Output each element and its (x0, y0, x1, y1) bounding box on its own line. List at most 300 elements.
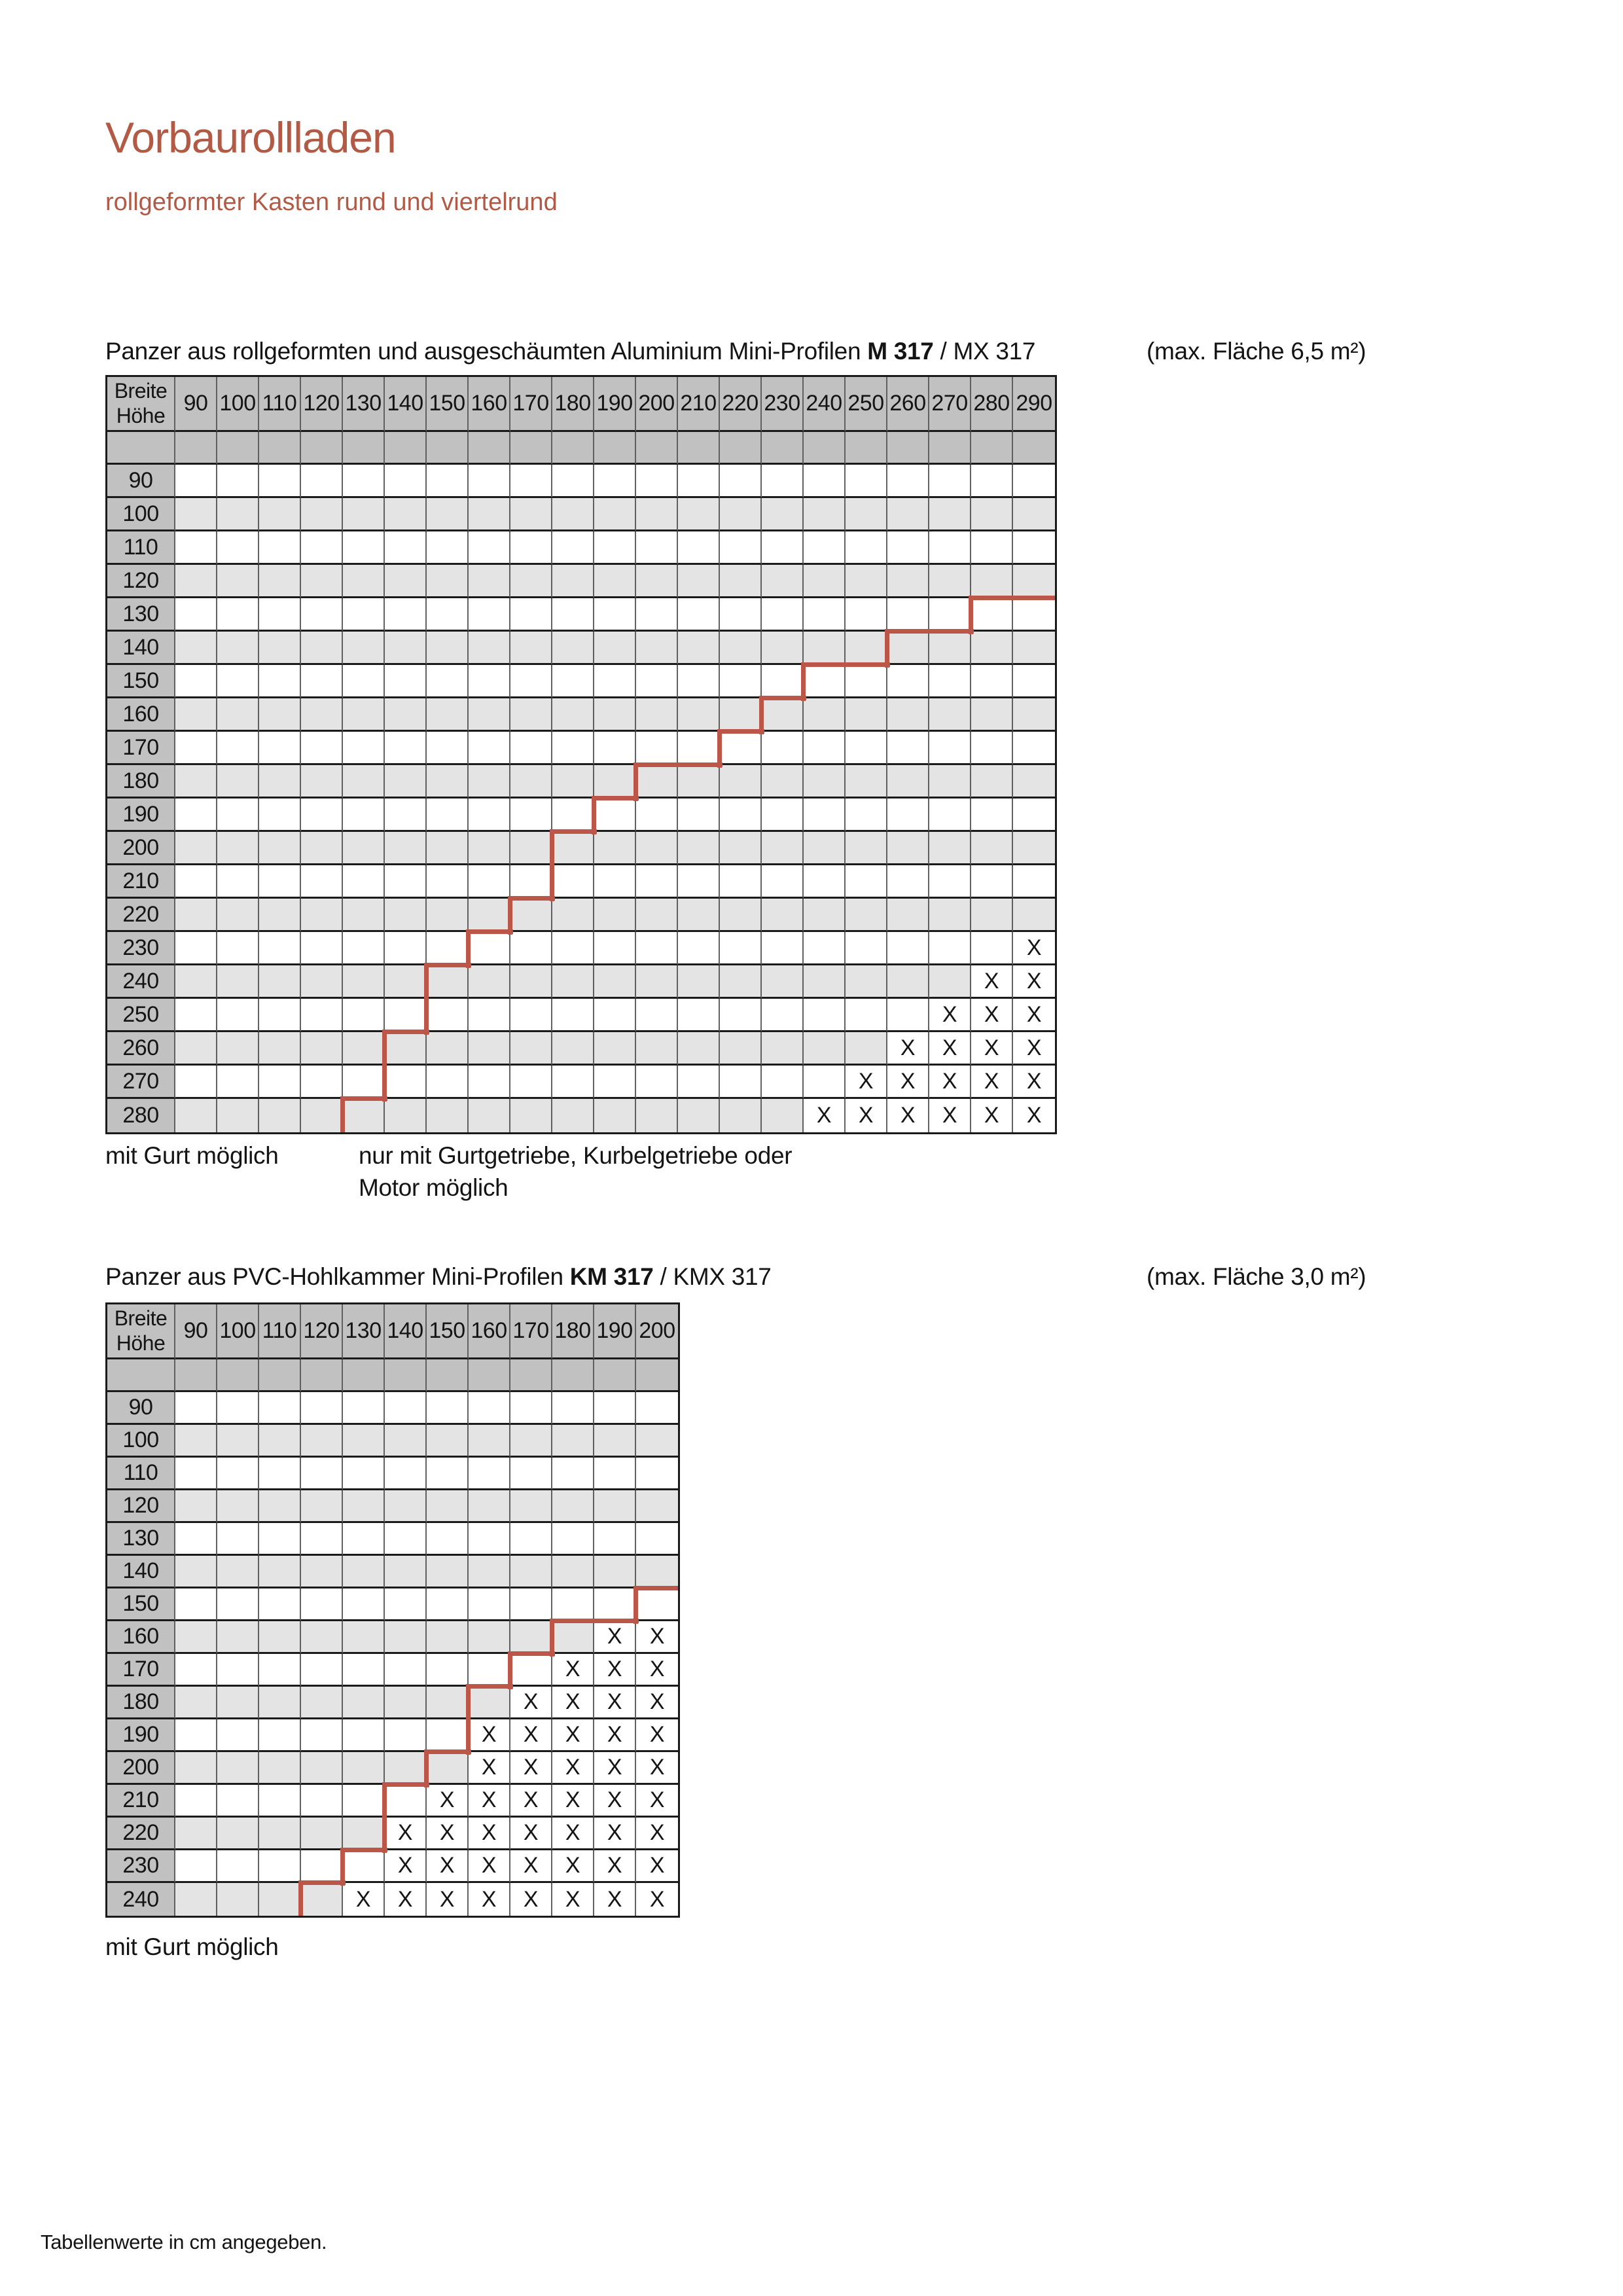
spacer-cell (804, 432, 846, 465)
table-cell (385, 1425, 427, 1458)
table-cell (427, 999, 469, 1032)
table-cell (259, 798, 301, 832)
table-cell (343, 465, 385, 498)
table-cell (217, 865, 259, 899)
table-cell (217, 932, 259, 965)
table-cell (175, 798, 217, 832)
table-cell (594, 632, 636, 665)
table-cell (259, 1752, 301, 1785)
column-header-cell: 250 (846, 377, 887, 432)
x-mark-cell: X (846, 1066, 887, 1099)
table-cell (552, 698, 594, 732)
column-header-cell: 200 (636, 377, 678, 432)
column-header-cell: 140 (385, 377, 427, 432)
table-cell (469, 798, 510, 832)
table-cell (846, 899, 887, 932)
x-mark-cell: X (552, 1883, 594, 1916)
table-cell (971, 632, 1013, 665)
table-cell (1013, 498, 1055, 531)
column-header-cell: 210 (678, 377, 720, 432)
table-cell (804, 465, 846, 498)
table-cell (259, 1785, 301, 1818)
table-cell (217, 1752, 259, 1785)
table-cell (846, 999, 887, 1032)
table-cell (929, 465, 971, 498)
table-cell (510, 899, 552, 932)
table-cell (175, 1621, 217, 1654)
table-cell (385, 832, 427, 865)
table-cell (636, 732, 678, 765)
table-cell (175, 1458, 217, 1490)
column-header-cell: 100 (217, 377, 259, 432)
spacer-cell (385, 432, 427, 465)
spacer-cell (175, 1359, 217, 1392)
table-cell (552, 565, 594, 598)
spacer-cell (301, 432, 343, 465)
table-cell (385, 465, 427, 498)
table-cell (301, 1654, 343, 1687)
table-cell (594, 498, 636, 531)
table-cell (971, 465, 1013, 498)
table-cell (971, 765, 1013, 798)
table-cell (1013, 899, 1055, 932)
x-mark-cell: X (636, 1719, 678, 1752)
table-cell (510, 1392, 552, 1425)
table-cell (469, 1588, 510, 1621)
table-cell (301, 1523, 343, 1556)
table-cell (594, 1556, 636, 1588)
row-header-cell: 190 (107, 798, 175, 832)
table-cell (427, 498, 469, 531)
table-cell (385, 1490, 427, 1523)
table-cell (846, 598, 887, 632)
table-cell (343, 1752, 385, 1785)
table-cell (259, 565, 301, 598)
table-cell (343, 498, 385, 531)
table-cell (552, 1523, 594, 1556)
table-cell (804, 698, 846, 732)
table-cell (469, 765, 510, 798)
table-cell (469, 732, 510, 765)
table-cell (636, 1032, 678, 1066)
spacer-cell (846, 432, 887, 465)
table-cell (929, 598, 971, 632)
table-cell (469, 832, 510, 865)
x-mark-cell: X (971, 965, 1013, 999)
table-cell (720, 798, 762, 832)
spacer-cell (107, 432, 175, 465)
spacer-cell (678, 432, 720, 465)
table-cell (762, 465, 804, 498)
table-cell (217, 1490, 259, 1523)
table-cell (887, 465, 929, 498)
column-header-cell: 130 (343, 377, 385, 432)
table-cell (636, 698, 678, 732)
table-cell (175, 1719, 217, 1752)
table-cell (594, 565, 636, 598)
row-header-cell: 150 (107, 665, 175, 698)
table-cell (1013, 531, 1055, 565)
table-cell (427, 1752, 469, 1785)
table-cell (427, 832, 469, 865)
table-cell (929, 965, 971, 999)
table-cell (720, 1099, 762, 1132)
legend-with-belt-2: mit Gurt möglich (105, 1933, 279, 1960)
table-cell (427, 465, 469, 498)
table-2-model-suffix: / KMX 317 (653, 1263, 772, 1290)
table-cell (594, 698, 636, 732)
table-cell (343, 632, 385, 665)
spacer-cell (301, 1359, 343, 1392)
table-cell (720, 1066, 762, 1099)
column-header-cell: 160 (469, 1304, 510, 1359)
table-cell (427, 965, 469, 999)
table-cell (887, 665, 929, 698)
table-cell (678, 498, 720, 531)
table-cell (343, 698, 385, 732)
table-cell (762, 565, 804, 598)
table-cell (343, 1556, 385, 1588)
table-cell (552, 899, 594, 932)
table-cell (678, 865, 720, 899)
table-cell (929, 531, 971, 565)
table-cell (552, 632, 594, 665)
table-cell (887, 565, 929, 598)
table-cell (175, 965, 217, 999)
x-mark-cell: X (469, 1752, 510, 1785)
table-cell (636, 465, 678, 498)
table-cell (720, 899, 762, 932)
row-header-cell: 280 (107, 1099, 175, 1132)
table-cell (720, 999, 762, 1032)
table-cell (887, 598, 929, 632)
table-cell (846, 965, 887, 999)
x-mark-cell: X (510, 1752, 552, 1785)
column-header-cell: 90 (175, 1304, 217, 1359)
table-cell (929, 932, 971, 965)
table-cell (175, 899, 217, 932)
x-mark-cell: X (343, 1883, 385, 1916)
row-header-cell: 250 (107, 999, 175, 1032)
x-mark-cell: X (510, 1818, 552, 1850)
table-cell (636, 498, 678, 531)
row-header-cell: 120 (107, 565, 175, 598)
table-cell (804, 665, 846, 698)
table-cell (427, 1392, 469, 1425)
x-mark-cell: X (804, 1099, 846, 1132)
table-cell (636, 1425, 678, 1458)
table-cell (804, 632, 846, 665)
table-cell (343, 531, 385, 565)
table-cell (217, 899, 259, 932)
table-cell (469, 1687, 510, 1719)
table-cell (762, 899, 804, 932)
x-mark-cell: X (887, 1066, 929, 1099)
row-header-cell: 230 (107, 932, 175, 965)
x-mark-cell: X (510, 1719, 552, 1752)
row-header-cell: 150 (107, 1588, 175, 1621)
column-header-cell: 90 (175, 377, 217, 432)
table-cell (762, 832, 804, 865)
table-cell (385, 1719, 427, 1752)
table-cell (594, 732, 636, 765)
table-cell (1013, 465, 1055, 498)
table-cell (217, 698, 259, 732)
table-cell (636, 865, 678, 899)
legend-with-belt: mit Gurt möglich (105, 1142, 279, 1169)
x-mark-cell: X (594, 1785, 636, 1818)
legend-restricted-line-1: nur mit Gurtgetriebe, Kurbelgetriebe oder (359, 1142, 793, 1169)
spacer-cell (887, 432, 929, 465)
row-header-cell: 100 (107, 498, 175, 531)
table-cell (385, 1032, 427, 1066)
table-cell (846, 698, 887, 732)
row-header-cell: 220 (107, 1818, 175, 1850)
table-cell (175, 698, 217, 732)
table-cell (720, 632, 762, 665)
x-mark-cell: X (594, 1818, 636, 1850)
table-cell (636, 632, 678, 665)
table-cell (259, 1032, 301, 1066)
table-cell (510, 965, 552, 999)
table-cell (217, 1425, 259, 1458)
table-cell (971, 698, 1013, 732)
table-cell (385, 932, 427, 965)
table-cell (469, 1458, 510, 1490)
table-cell (301, 598, 343, 632)
table-cell (175, 565, 217, 598)
table-cell (259, 1883, 301, 1916)
table-cell (971, 798, 1013, 832)
x-mark-cell: X (552, 1687, 594, 1719)
table-cell (175, 999, 217, 1032)
table-cell (301, 1818, 343, 1850)
column-header-cell: 150 (427, 1304, 469, 1359)
x-mark-cell: X (594, 1883, 636, 1916)
limit-line-segment (759, 696, 806, 700)
table-cell (552, 465, 594, 498)
table-cell (469, 498, 510, 531)
legend-restricted (359, 1139, 792, 1204)
table-cell (510, 1588, 552, 1621)
column-header-cell: 160 (469, 377, 510, 432)
table-cell (427, 932, 469, 965)
table-cell (427, 598, 469, 632)
table-cell (259, 531, 301, 565)
table-cell (175, 1752, 217, 1785)
table-cell (259, 1719, 301, 1752)
table-cell (971, 732, 1013, 765)
table-cell (720, 1032, 762, 1066)
table-cell (385, 1588, 427, 1621)
table-cell (469, 531, 510, 565)
spacer-cell (107, 1359, 175, 1392)
table-cell (552, 732, 594, 765)
table-2-title (105, 1263, 772, 1291)
table-cell (594, 598, 636, 632)
x-mark-cell: X (510, 1883, 552, 1916)
table-cell (678, 632, 720, 665)
table-cell (804, 932, 846, 965)
table-cell (636, 665, 678, 698)
table-cell (469, 1066, 510, 1099)
spacer-cell (217, 1359, 259, 1392)
table-cell (217, 1032, 259, 1066)
table-1-max-area-note: (max. Fläche 6,5 m²) (1147, 338, 1366, 365)
table-cell (217, 1458, 259, 1490)
table-cell (804, 832, 846, 865)
table-2-title-text: Panzer aus PVC-Hohlkammer Mini-Profilen (105, 1263, 563, 1290)
limit-line-segment (717, 729, 764, 734)
column-header-cell: 190 (594, 1304, 636, 1359)
table-cell (343, 665, 385, 698)
table-cell (259, 1099, 301, 1132)
x-mark-cell: X (510, 1687, 552, 1719)
x-mark-cell: X (929, 1032, 971, 1066)
table-cell (678, 1032, 720, 1066)
table-cell (175, 1818, 217, 1850)
table-cell (1013, 698, 1055, 732)
limit-line-segment (466, 929, 513, 934)
table-cell (427, 1719, 469, 1752)
table-cell (469, 598, 510, 632)
table-cell (887, 765, 929, 798)
row-header-cell: 210 (107, 1785, 175, 1818)
table-cell (510, 1523, 552, 1556)
spacer-cell (552, 432, 594, 465)
table-cell (469, 899, 510, 932)
x-mark-cell: X (636, 1818, 678, 1850)
table-cell (594, 665, 636, 698)
table-cell (301, 1099, 343, 1132)
spacer-cell (594, 1359, 636, 1392)
table-cell (385, 1066, 427, 1099)
table-cell (259, 1621, 301, 1654)
table-cell (217, 1654, 259, 1687)
table-cell (804, 999, 846, 1032)
spacer-cell (552, 1359, 594, 1392)
table-cell (594, 1458, 636, 1490)
table-cell (636, 965, 678, 999)
x-mark-cell: X (971, 1032, 1013, 1066)
table-cell (217, 965, 259, 999)
limit-line-segment (592, 796, 639, 800)
table-cell (301, 1066, 343, 1099)
table-cell (552, 531, 594, 565)
table-cell (301, 1032, 343, 1066)
table-cell (217, 1556, 259, 1588)
table-cell (552, 1392, 594, 1425)
table-cell (510, 698, 552, 732)
table-cell (469, 565, 510, 598)
table-cell (887, 732, 929, 765)
table-cell (552, 765, 594, 798)
table-cell (636, 899, 678, 932)
table-cell (594, 965, 636, 999)
table-cell (510, 1556, 552, 1588)
table-cell (175, 832, 217, 865)
table-cell (301, 798, 343, 832)
spacer-cell (929, 432, 971, 465)
table-cell (1013, 665, 1055, 698)
table-cell (887, 832, 929, 865)
table-cell (887, 899, 929, 932)
data-table-pvc (105, 1302, 680, 1918)
table-cell (678, 932, 720, 965)
table-cell (427, 1588, 469, 1621)
table-cell (343, 932, 385, 965)
x-mark-cell: X (552, 1785, 594, 1818)
table-cell (259, 732, 301, 765)
table-cell (594, 798, 636, 832)
table-cell (469, 1490, 510, 1523)
table-cell (385, 1523, 427, 1556)
table-cell (929, 632, 971, 665)
x-mark-cell: X (636, 1654, 678, 1687)
table-cell (343, 798, 385, 832)
table-cell (343, 899, 385, 932)
table-cell (971, 865, 1013, 899)
table-cell (971, 932, 1013, 965)
column-header-cell: 260 (887, 377, 929, 432)
table-cell (510, 565, 552, 598)
table-cell (971, 565, 1013, 598)
table-cell (887, 698, 929, 732)
table-cell (594, 1099, 636, 1132)
table-cell (720, 765, 762, 798)
footer-note: Tabellenwerte in cm angegeben. (41, 2231, 327, 2253)
x-mark-cell: X (636, 1621, 678, 1654)
table-cell (636, 932, 678, 965)
table-cell (678, 698, 720, 732)
table-cell (804, 1066, 846, 1099)
table-cell (929, 865, 971, 899)
table-cell (217, 565, 259, 598)
spacer-cell (427, 432, 469, 465)
table-cell (259, 1425, 301, 1458)
table-cell (175, 531, 217, 565)
table-cell (636, 1490, 678, 1523)
table-cell (552, 1621, 594, 1654)
x-mark-cell: X (594, 1654, 636, 1687)
table-cell (469, 698, 510, 732)
table-cell (762, 965, 804, 999)
table-cell (301, 1752, 343, 1785)
table-cell (259, 932, 301, 965)
table-cell (971, 832, 1013, 865)
table-cell (1013, 765, 1055, 798)
table-cell (720, 932, 762, 965)
table-cell (427, 1621, 469, 1654)
table-cell (510, 1099, 552, 1132)
table-cell (846, 932, 887, 965)
table-cell (678, 899, 720, 932)
table-cell (217, 1818, 259, 1850)
table-cell (720, 698, 762, 732)
table-cell (929, 565, 971, 598)
x-mark-cell: X (552, 1850, 594, 1883)
table-cell (175, 1099, 217, 1132)
table-cell (385, 732, 427, 765)
row-header-cell: 160 (107, 698, 175, 732)
table-cell (887, 531, 929, 565)
table-cell (343, 1490, 385, 1523)
table-cell (301, 698, 343, 732)
row-header-cell: 100 (107, 1425, 175, 1458)
table-cell (510, 1032, 552, 1066)
table-cell (594, 1523, 636, 1556)
table-cell (175, 1425, 217, 1458)
